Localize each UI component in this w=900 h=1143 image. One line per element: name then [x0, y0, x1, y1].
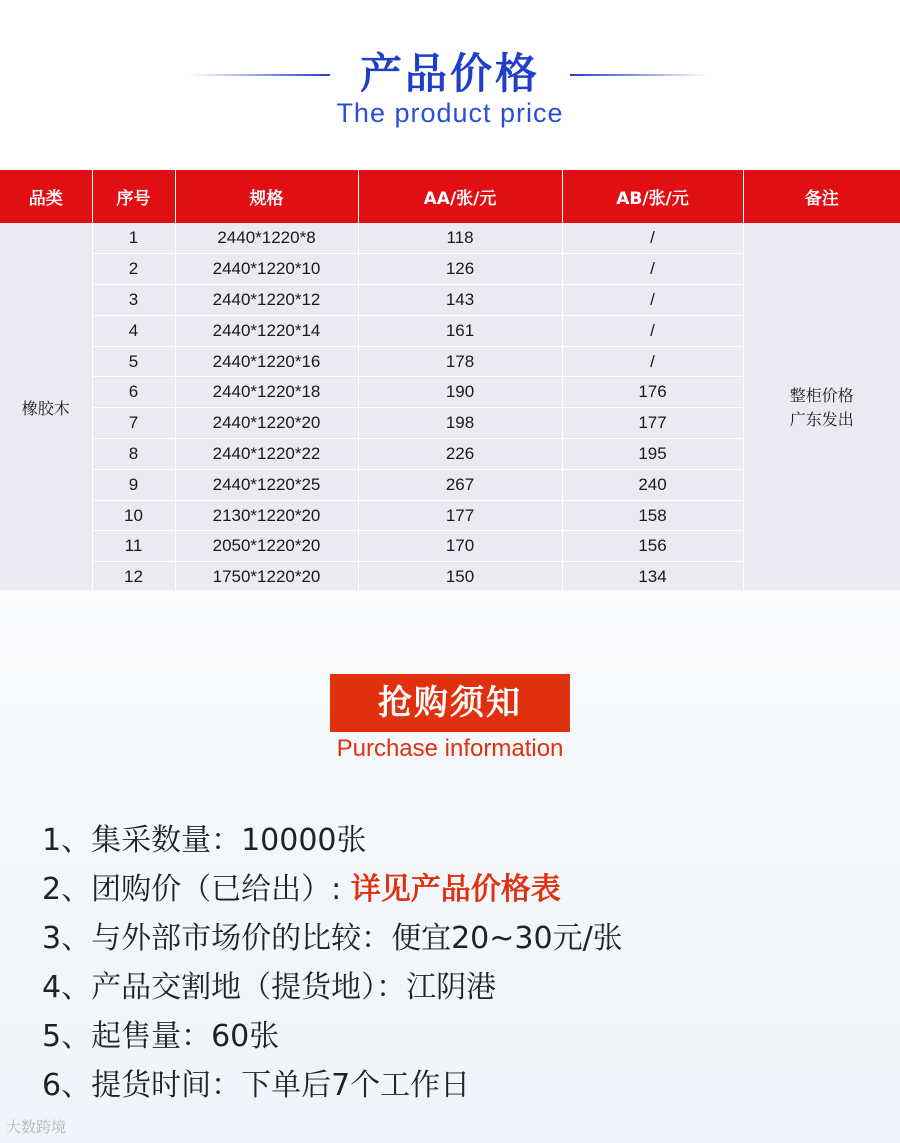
spec-cell: 2130*1220*20 [175, 500, 358, 531]
spec-cell: 2050*1220*20 [175, 531, 358, 562]
aa-price-cell: 126 [358, 254, 562, 285]
ab-price-cell: 156 [562, 531, 743, 562]
aa-price-cell: 177 [358, 500, 562, 531]
aa-price-cell: 190 [358, 377, 562, 408]
info-item-text: 5、起售量：60张 [42, 1019, 280, 1054]
aa-price-cell: 161 [358, 315, 562, 346]
ab-price-cell: / [562, 254, 743, 285]
column-header-category: 品类 [0, 170, 92, 223]
page-title: 产品价格 [359, 49, 540, 98]
spec-cell: 2440*1220*20 [175, 408, 358, 439]
column-header-spec: 规格 [175, 170, 358, 223]
spec-cell: 2440*1220*8 [175, 223, 358, 254]
ab-price-cell: / [562, 346, 743, 377]
row-number-cell: 3 [92, 285, 175, 316]
info-item-highlight: 详见产品价格表 [350, 872, 561, 907]
row-number-cell: 7 [92, 408, 175, 439]
aa-price-cell: 226 [358, 439, 562, 470]
info-item-text: 3、与外部市场价的比较：便宜20~30元/张 [42, 921, 623, 956]
watermark: 大数跨境 [6, 1118, 67, 1136]
info-item-text: 6、提货时间：下单后7个工作日 [42, 1068, 471, 1103]
info-item [42, 816, 862, 865]
info-item-text: 4、产品交割地（提货地）：江阴港 [42, 970, 497, 1005]
aa-price-cell: 198 [358, 408, 562, 439]
note-cell [743, 223, 900, 593]
aa-price-cell: 267 [358, 469, 562, 500]
row-number-cell: 9 [92, 469, 175, 500]
column-header-aa-price: AA/张/元 [358, 170, 562, 223]
info-item [42, 1061, 862, 1110]
spec-cell: 2440*1220*18 [175, 377, 358, 408]
aa-price-cell: 143 [358, 285, 562, 316]
ab-price-cell: 176 [562, 377, 743, 408]
spec-cell: 2440*1220*10 [175, 254, 358, 285]
ab-price-cell: / [562, 315, 743, 346]
title-decor-line-right [570, 74, 710, 76]
notice-title-badge: 抢购须知 [330, 674, 570, 732]
row-number-cell: 2 [92, 254, 175, 285]
price-table [0, 170, 900, 593]
header [0, 0, 900, 170]
row-number-cell: 10 [92, 500, 175, 531]
ab-price-cell: 134 [562, 562, 743, 593]
spec-cell: 2440*1220*12 [175, 285, 358, 316]
column-header-ab-price: AB/张/元 [562, 170, 743, 223]
ab-price-cell: 240 [562, 469, 743, 500]
ab-price-cell: / [562, 285, 743, 316]
aa-price-cell: 170 [358, 531, 562, 562]
aa-price-cell: 178 [358, 346, 562, 377]
column-header-number: 序号 [92, 170, 175, 223]
row-number-cell: 1 [92, 223, 175, 254]
note-line: 广东发出 [789, 409, 854, 429]
column-header-note: 备注 [743, 170, 900, 223]
ab-price-cell: 177 [562, 408, 743, 439]
info-item [42, 1012, 862, 1061]
table-body [0, 223, 900, 593]
spec-cell: 2440*1220*14 [175, 315, 358, 346]
ab-price-cell: 195 [562, 439, 743, 470]
info-item [42, 914, 862, 963]
row-number-cell: 4 [92, 315, 175, 346]
row-number-cell: 11 [92, 531, 175, 562]
row-number-cell: 6 [92, 377, 175, 408]
aa-price-cell: 150 [358, 562, 562, 593]
info-item-text: 1、集采数量：10000张 [42, 823, 367, 858]
note-line: 整柜价格 [789, 385, 854, 405]
purchase-info-section [0, 590, 900, 1143]
table-row [0, 223, 900, 254]
spec-cell: 2440*1220*25 [175, 469, 358, 500]
row-number-cell: 5 [92, 346, 175, 377]
spec-cell: 1750*1220*20 [175, 562, 358, 593]
info-item [42, 963, 862, 1012]
info-item [42, 865, 862, 914]
info-item-text: 2、团购价（已给出）: [42, 872, 351, 907]
notice-subtitle: Purchase information [336, 735, 564, 762]
ab-price-cell: 158 [562, 500, 743, 531]
spec-cell: 2440*1220*22 [175, 439, 358, 470]
row-number-cell: 8 [92, 439, 175, 470]
ab-price-cell: / [562, 223, 743, 254]
aa-price-cell: 118 [358, 223, 562, 254]
page-subtitle: The product price [336, 98, 564, 128]
table-header-row [0, 170, 900, 223]
row-number-cell: 12 [92, 562, 175, 593]
spec-cell: 2440*1220*16 [175, 346, 358, 377]
info-list [42, 816, 862, 1110]
category-cell: 橡胶木 [0, 223, 92, 593]
